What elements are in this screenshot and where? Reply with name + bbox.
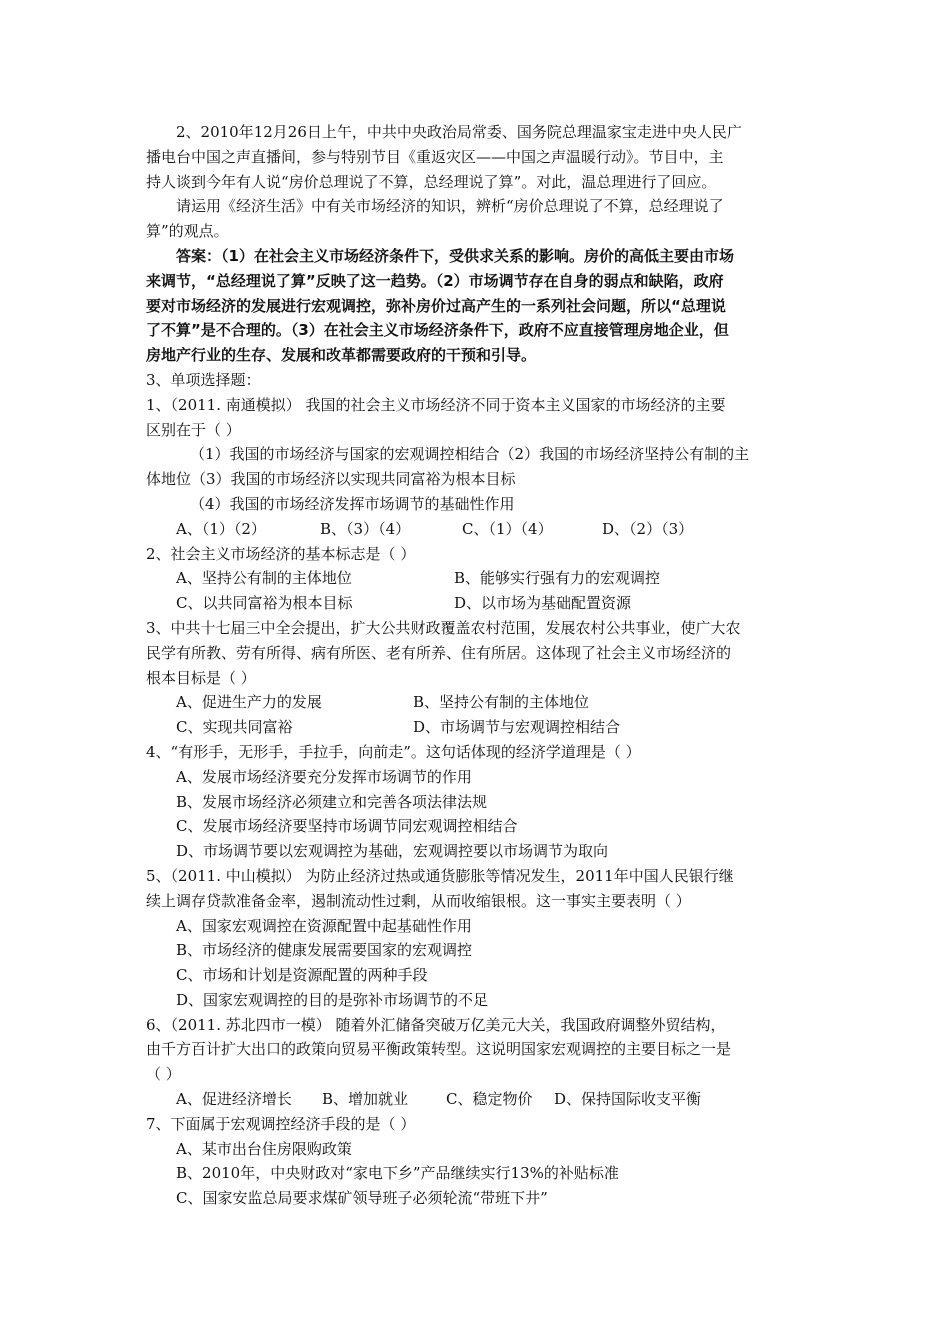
option-c: C、实现共同富裕 (176, 718, 293, 737)
option-c: C、国家安监总局要求煤矿领导班子必须轮流“带班下井” (176, 1189, 548, 1208)
option-d: D、保持国际收支平衡 (554, 1090, 702, 1109)
question-stem: 4、“有形手，无形手，手拉手，向前走”。这句话体现的经济学道理是（ ） (146, 742, 641, 761)
option-d: D、市场调节与宏观调控相结合 (413, 718, 621, 737)
option-row (146, 1186, 810, 1211)
answer-line: 要对市场经济的发展进行宏观调控，弥补房价过高产生的一系列社会问题，所以“总理说 (146, 296, 726, 315)
option-row (146, 1087, 810, 1112)
question-stem: 2、社会主义市场经济的基本标志是（ ） (146, 544, 416, 563)
answer-line: 了不算”是不合理的。（3）在社会主义市场经济条件下，政府不应直接管理房地企业，但 (146, 321, 729, 340)
question-stem: 民学有所教、劳有所得、病有所医、老有所养、住有所居。这体现了社会主义市场经济的 (146, 643, 732, 662)
option-d: D、以市场为基础配置资源 (454, 594, 632, 613)
option-d: D、市场调节要以宏观调控为基础，宏观调控要以市场调节为取向 (176, 842, 609, 861)
option-row (146, 938, 810, 963)
statement-line: （4）我国的市场经济发挥市场调节的基础性作用 (190, 494, 515, 513)
question-stem: 根本目标是（ ） (146, 668, 256, 687)
option-c: C、发展市场经济要坚持市场调节同宏观调控相结合 (176, 817, 518, 836)
question-stem: （ ） (146, 1065, 181, 1084)
option-row (146, 814, 810, 839)
q2-intro-line: 持人谈到今年有人说“房价总理说了不算，总经理说了算”。对此，温总理进行了回应。 (146, 172, 717, 191)
option-row (146, 566, 810, 591)
option-d: D、国家宏观调控的目的是弥补市场调节的不足 (176, 990, 489, 1009)
option-a: A、坚持公有制的主体地位 (176, 569, 352, 588)
option-a: A、某市出台住房限购政策 (176, 1139, 352, 1158)
option-row (146, 591, 810, 616)
statement-line: （1）我国的市场经济与国家的宏观调控相结合（2）我国的市场经济坚持公有制的主 (190, 445, 750, 464)
option-a: A、发展市场经济要充分发挥市场调节的作用 (176, 767, 472, 786)
option-row (146, 690, 810, 715)
option-c: C、（1）（4） (462, 519, 553, 538)
question-stem: 由千方百计扩大出口的政策向贸易平衡政策转型。这说明国家宏观调控的主要目标之一是 (146, 1040, 732, 1059)
answer-line: 来调节，“总经理说了算”反映了这一趋势。（2）市场调节存在自身的弱点和缺陷，政府 (146, 271, 724, 290)
option-row (146, 1161, 810, 1186)
question-stem: 7、下面属于宏观调控经济手段的是（ ） (146, 1114, 416, 1133)
option-b: B、坚持公有制的主体地位 (413, 693, 590, 712)
option-b: B、增加就业 (322, 1090, 409, 1109)
option-c: C、以共同富裕为根本目标 (176, 594, 353, 613)
option-b: B、2010年，中央财政对“家电下乡”产品继续实行13%的补贴标准 (176, 1164, 619, 1183)
option-row (146, 914, 810, 939)
option-row (146, 765, 810, 790)
section-heading: 3、单项选择题： (146, 370, 261, 389)
q2-intro-line: 2、2010年12月26日上午，中共中央政治局常委、国务院总理温家宝走进中央人民广 (176, 123, 742, 141)
question-stem: 区别在于（ ） (146, 420, 241, 439)
question-stem: 3、中共十七届三中全会提出，扩大公共财政覆盖农村范围，发展农村公共事业，使广大农 (146, 618, 741, 637)
q2-intro-line: 算”的观点。 (146, 222, 229, 241)
option-a: A、国家宏观调控在资源配置中起基础性作用 (176, 916, 472, 935)
statement-line: 体地位（3）我国的市场经济以实现共同富裕为根本目标 (146, 470, 516, 489)
answer-line: 答案：（1）在社会主义市场经济条件下，受供求关系的影响。房价的高低主要由市场 (176, 246, 734, 265)
question-stem: 1、（2011. 南通模拟） 我国的社会主义市场经济不同于资本主义国家的市场经济的主要 (146, 395, 726, 414)
question-stem: 续上调存贷款准备金率，遏制流动性过剩，从而收缩银根。这一事实主要表明（ ） (146, 891, 691, 910)
option-row (146, 790, 810, 815)
option-a: A、促进生产力的发展 (176, 693, 322, 712)
option-row (146, 715, 810, 740)
option-b: B、发展市场经济必须建立和完善各项法律法规 (176, 792, 488, 811)
option-a: A、（1）（2） (176, 519, 266, 538)
option-a: A、促进经济增长 (176, 1090, 292, 1109)
option-b: B、能够实行强有力的宏观调控 (454, 569, 661, 588)
option-row (146, 988, 810, 1013)
option-b: B、市场经济的健康发展需要国家的宏观调控 (176, 941, 473, 960)
question-stem: 6、（2011. 苏北四市一模） 随着外汇储备突破万亿美元大关，我国政府调整外贸结构， (146, 1015, 726, 1034)
option-row (146, 1137, 810, 1162)
answer-line: 房地产行业的生存、发展和改革都需要政府的干预和引导。 (146, 346, 537, 365)
q2-intro-line: 请运用《经济生活》中有关市场经济的知识，辨析“房价总理说了不算，总经理说了 (176, 197, 724, 216)
q2-intro-line: 播电台中国之声直播间，参与特别节目《重返灾区——中国之声温暖行动》。节目中，主 (146, 147, 724, 166)
question-stem: 5、（2011. 中山模拟） 为防止经济过热或通货膨胀等情况发生，2011年中国人民银行继 (146, 866, 734, 885)
option-c: C、稳定物价 (446, 1090, 533, 1109)
option-b: B、（3）（4） (320, 519, 411, 538)
document-page (146, 120, 810, 1211)
option-d: D、（2）（3） (602, 519, 694, 538)
option-row (146, 517, 810, 542)
option-row (146, 963, 810, 988)
option-c: C、市场和计划是资源配置的两种手段 (176, 966, 428, 985)
option-row (146, 839, 810, 864)
